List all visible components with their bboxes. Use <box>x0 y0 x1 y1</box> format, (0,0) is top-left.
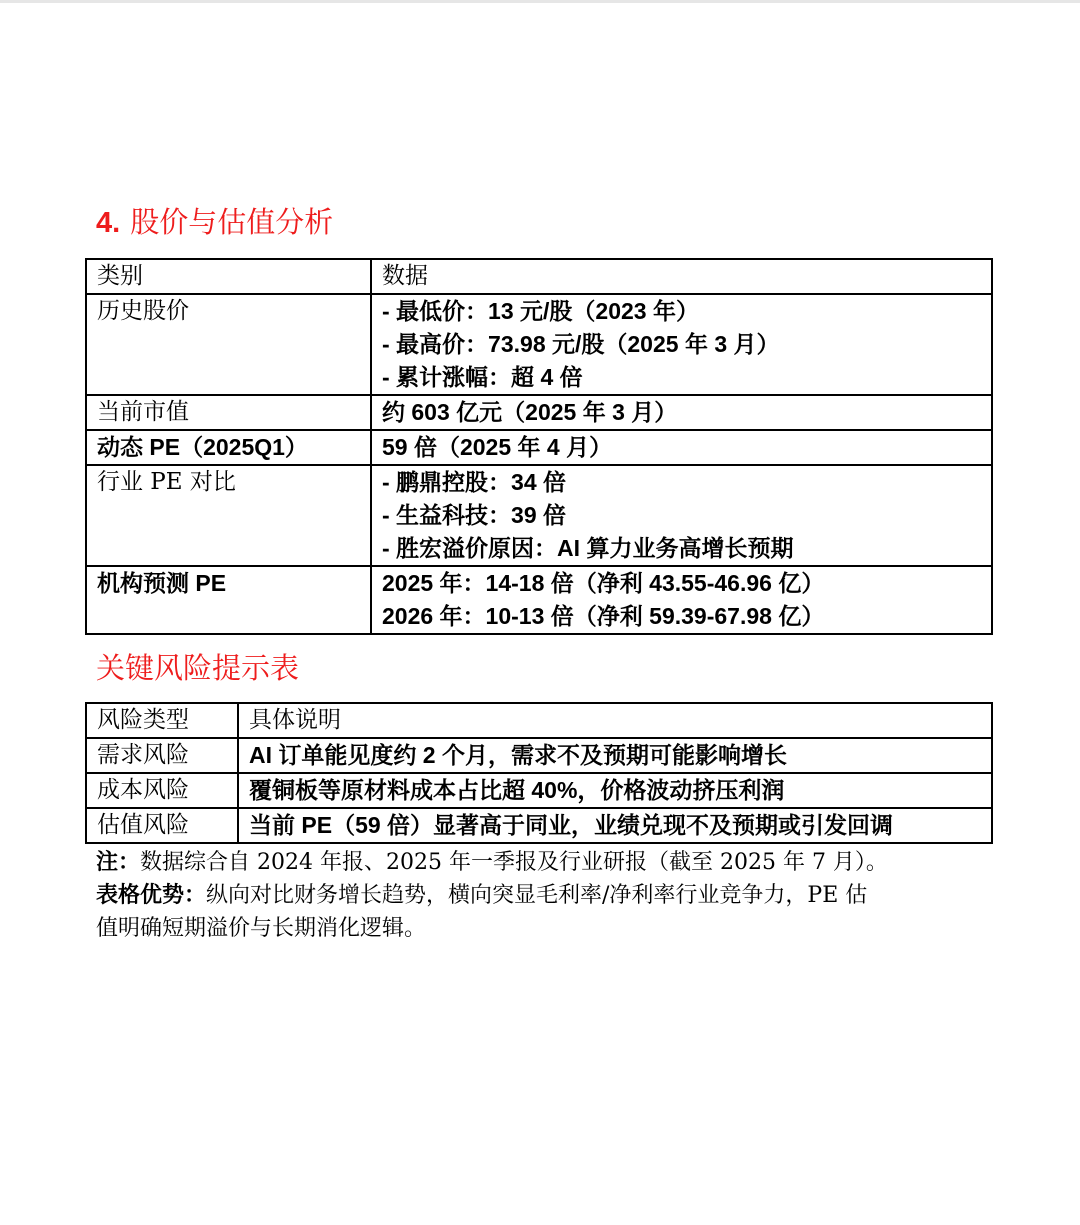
header-cell-description: 具体说明 <box>238 703 992 738</box>
note-label: 注： <box>96 849 141 875</box>
table-header-row <box>86 259 992 294</box>
risk-type: 需求风险 <box>86 738 238 773</box>
table-row <box>86 773 992 808</box>
table-row <box>86 738 992 773</box>
risk-table <box>85 702 993 844</box>
row-category: 历史股价 <box>86 294 371 395</box>
row-category: 动态 PE（2025Q1） <box>86 430 371 465</box>
page-top-edge <box>0 0 1080 3</box>
table-row <box>86 566 992 634</box>
section-number: 4. <box>96 207 121 239</box>
advantage-note <box>96 879 986 912</box>
row-category: 当前市值 <box>86 395 371 430</box>
risk-description: 覆铜板等原材料成本占比超 40%，价格波动挤压利润 <box>238 773 992 808</box>
table-row <box>86 465 992 566</box>
valuation-table <box>85 258 993 635</box>
table-row <box>86 808 992 843</box>
row-data: - 鹏鼎控股：34 倍 - 生益科技：39 倍 - 胜宏溢价原因：AI 算力业务高增长预期 <box>371 465 992 566</box>
table-row <box>86 430 992 465</box>
row-data: 约 603 亿元（2025 年 3 月） <box>371 395 992 430</box>
header-cell-category: 类别 <box>86 259 371 294</box>
table-row <box>86 294 992 395</box>
header-cell-data: 数据 <box>371 259 992 294</box>
row-data: - 最低价：13 元/股（2023 年） - 最高价：73.98 元/股（2025 年 3 月） - 累计涨幅：超 4 倍 <box>371 294 992 395</box>
header-cell-risk-type: 风险类型 <box>86 703 238 738</box>
row-category: 机构预测 PE <box>86 566 371 634</box>
risk-description: 当前 PE（59 倍）显著高于同业，业绩兑现不及预期或引发回调 <box>238 808 992 843</box>
section-title: 股价与估值分析 <box>130 205 334 239</box>
footnote <box>96 846 986 945</box>
data-source-note <box>96 846 986 879</box>
advantage-label: 表格优势： <box>96 882 207 908</box>
valuation-section-heading <box>96 204 333 241</box>
risk-type: 估值风险 <box>86 808 238 843</box>
row-category: 行业 PE 对比 <box>86 465 371 566</box>
advantage-text-line1: 纵向对比财务增长趋势，横向突显毛利率/净利率行业竞争力，PE 估 <box>206 883 868 908</box>
advantage-text-line2: 值明确短期溢价与长期消化逻辑。 <box>96 916 427 941</box>
risk-type: 成本风险 <box>86 773 238 808</box>
row-data: 2025 年：14-18 倍（净利 43.55-46.96 亿） 2026 年：10-13 倍（净利 59.39-67.98 亿） <box>371 566 992 634</box>
row-data: 59 倍（2025 年 4 月） <box>371 430 992 465</box>
table-header-row <box>86 703 992 738</box>
risk-description: AI 订单能见度约 2 个月，需求不及预期可能影响增长 <box>238 738 992 773</box>
risk-section-heading: 关键风险提示表 <box>96 651 300 685</box>
table-row <box>86 395 992 430</box>
note-text: 数据综合自 2024 年报、2025 年一季报及行业研报（截至 2025 年 7 月）。 <box>140 850 888 875</box>
